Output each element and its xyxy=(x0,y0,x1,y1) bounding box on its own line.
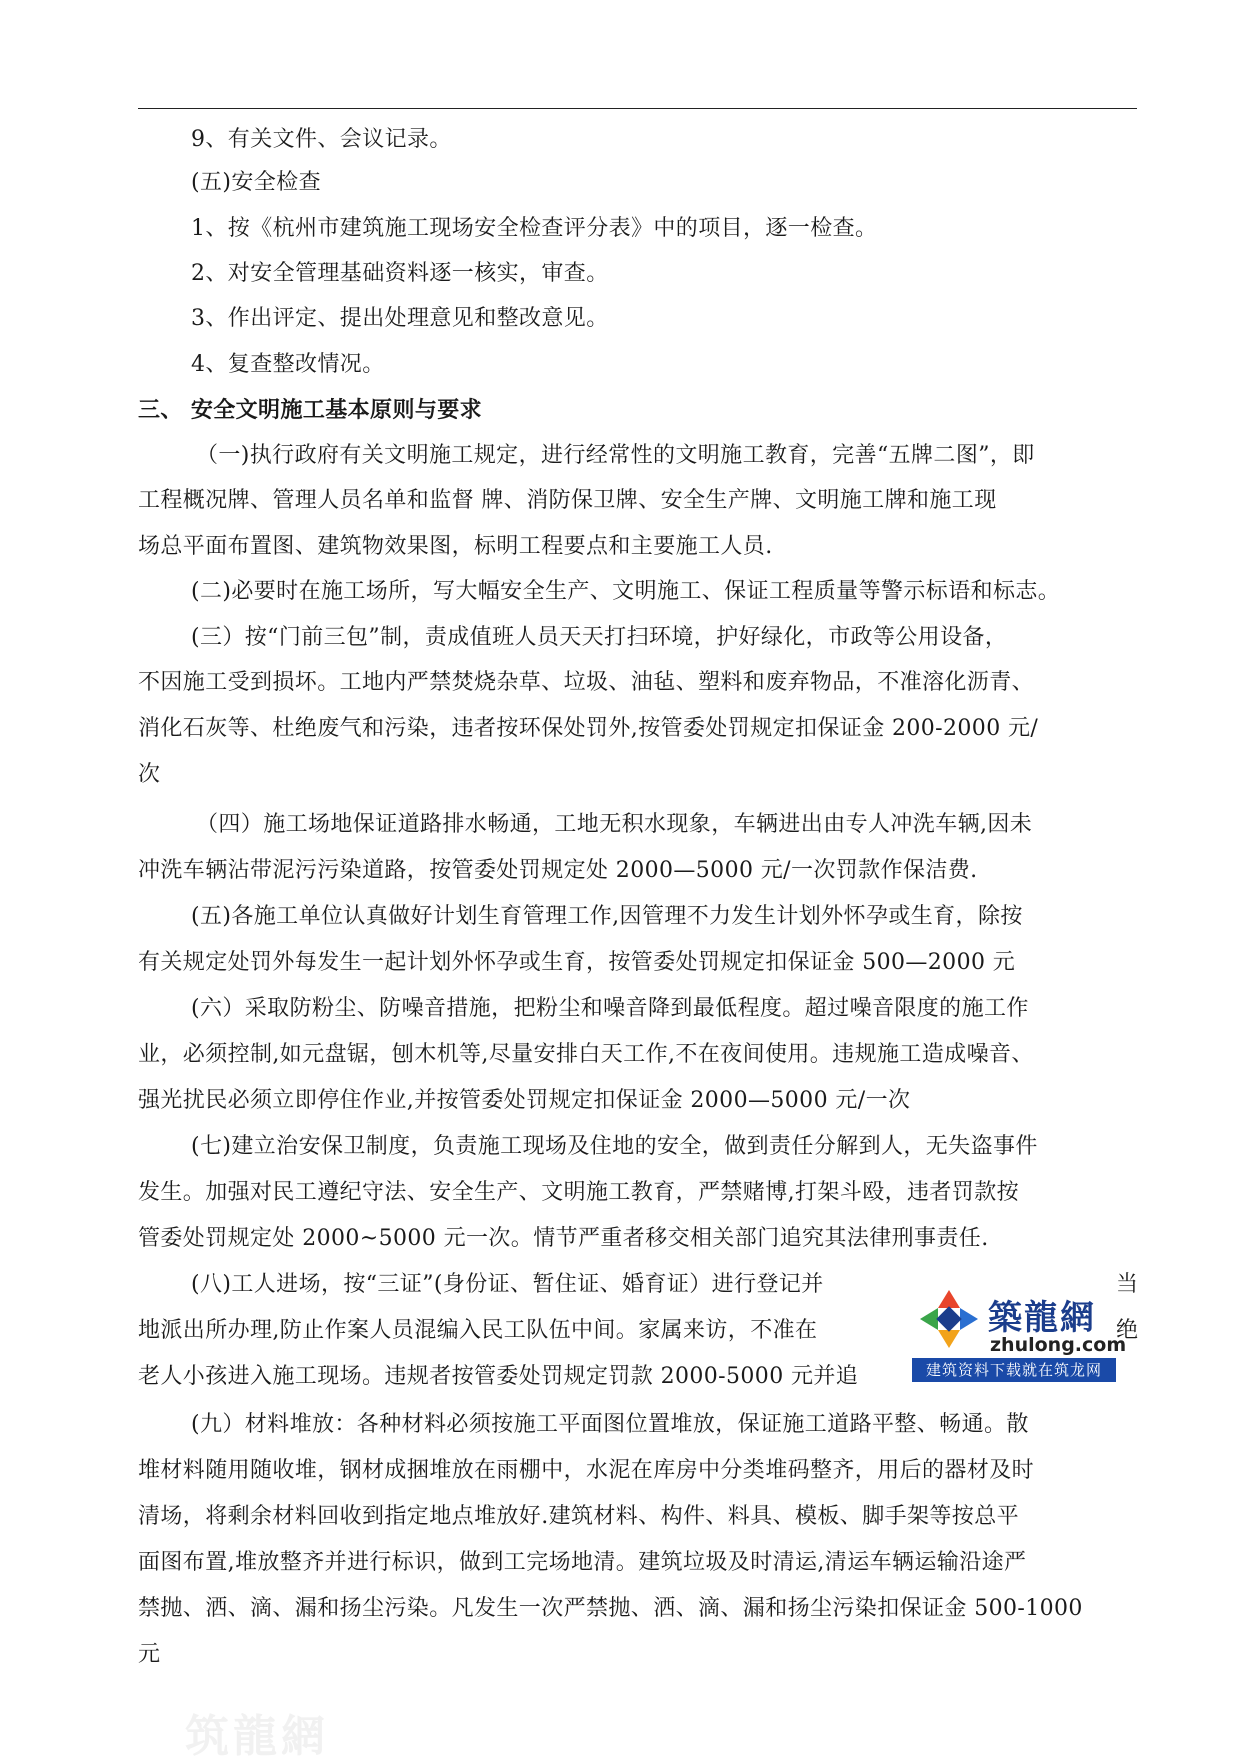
edge-fragment: 当 xyxy=(1116,1272,1139,1297)
doc-line: (七)建立治安保卫制度，负责施工现场及住地的安全，做到责任分解到人，无失盗事件 xyxy=(191,1134,1038,1159)
doc-line: 业，必须控制,如元盘锯，刨木机等,尽量安排白天工作,不在夜间使用。违规施工造成噪音、 xyxy=(138,1042,1034,1067)
doc-line: 4、复查整改情况。 xyxy=(191,352,385,377)
doc-line: 元 xyxy=(138,1642,161,1667)
doc-line: (三）按“门前三包”制，责成值班人员天天打扫环境，护好绿化，市政等公用设备， xyxy=(191,625,1008,650)
doc-line: （四）施工场地保证道路排水畅通，工地无积水现象，车辆进出由专人冲洗车辆,因未 xyxy=(196,812,1033,837)
doc-line: 消化石灰等、杜绝废气和污染，违者按环保处罚外,按管委处罚规定扣保证金 200-2000 元/ xyxy=(138,716,1039,741)
doc-line: （一)执行政府有关文明施工规定，进行经常性的文明施工教育，完善“五牌二图”，即 xyxy=(196,443,1035,468)
doc-line: 不因施工受到损坏。工地内严禁焚烧杂草、垃圾、油毡、塑料和废弃物品，不准溶化沥青、 xyxy=(138,670,1035,695)
doc-line: 强光扰民必须立即停住作业,并按管委处罚规定扣保证金 2000—5000 元/一次 xyxy=(138,1088,911,1113)
doc-line: (二)必要时在施工场所，写大幅安全生产、文明施工、保证工程质量等警示标语和标志。 xyxy=(191,579,1061,604)
watermark-brand-domain: zhulong.com xyxy=(990,1334,1127,1356)
doc-line: 3、作出评定、提出处理意见和整改意见。 xyxy=(191,306,609,331)
doc-line: (八)工人进场，按“三证”(身份证、暂住证、婚育证）进行登记并 xyxy=(191,1272,824,1297)
doc-line: 面图布置,堆放整齐并进行标识，做到工完场地清。建筑垃圾及时清运,清运车辆运输沿途严 xyxy=(138,1550,1027,1575)
doc-line: 9、有关文件、会议记录。 xyxy=(191,127,452,152)
doc-line: 老人小孩进入施工现场。违规者按管委处罚规定罚款 2000-5000 元并追 xyxy=(138,1364,859,1389)
watermark-slogan: 建筑资料下载就在筑龙网 xyxy=(912,1358,1116,1382)
doc-line: 清场，将剩余材料回收到指定地点堆放好.建筑材料、构件、料具、模板、脚手架等按总平 xyxy=(138,1504,1019,1529)
doc-line: 地派出所办理,防止作案人员混编入民工队伍中间。家属来访，不准在 xyxy=(138,1318,818,1343)
header-rule xyxy=(138,108,1137,109)
doc-line: 发生。加强对民工遵纪守法、安全生产、文明施工教育，严禁赌博,打架斗殴，违者罚款按 xyxy=(138,1180,1019,1205)
faint-watermark: 筑龍網 xyxy=(185,1711,329,1762)
chapter-heading: 三、 安全文明施工基本原则与要求 xyxy=(138,397,483,423)
doc-line: (九）材料堆放：各种材料必须按施工平面图位置堆放，保证施工道路平整、畅通。散 xyxy=(191,1412,1029,1437)
doc-line: 工程概况牌、管理人员名单和监督 牌、消防保卫牌、安全生产牌、文明施工牌和施工现 xyxy=(138,488,997,513)
doc-line: 禁抛、洒、滴、漏和扬尘污染。凡发生一次严禁抛、洒、滴、漏和扬尘污染扣保证金 500-1000 xyxy=(138,1596,1083,1621)
doc-line: (五)各施工单位认真做好计划生育管理工作,因管理不力发生计划外怀孕或生育，除按 xyxy=(191,904,1023,929)
doc-line: 堆材料随用随收堆，钢材成捆堆放在雨棚中，水泥在库房中分类堆码整齐，用后的器材及时 xyxy=(138,1458,1035,1483)
doc-line: 管委处罚规定处 2000~5000 元一次。情节严重者移交相关部门追究其法律刑事责任. xyxy=(138,1226,989,1251)
zhulong-logo-icon xyxy=(918,1288,980,1350)
doc-line: (六）采取防粉尘、防噪音措施，把粉尘和噪音降到最低程度。超过噪音限度的施工作 xyxy=(191,996,1029,1021)
doc-line: 冲洗车辆沾带泥污污染道路，按管委处罚规定处 2000—5000 元/一次罚款作保洁费. xyxy=(138,858,978,883)
watermark-brand-cn: 築龍網 xyxy=(988,1298,1096,1338)
edge-fragment: 绝 xyxy=(1116,1318,1139,1343)
doc-line: 场总平面布置图、建筑物效果图，标明工程要点和主要施工人员. xyxy=(138,534,773,559)
doc-line: 次 xyxy=(138,762,161,787)
zhulong-watermark-logo xyxy=(912,1282,1127,1384)
section-title: (五)安全检查 xyxy=(191,170,321,195)
doc-line: 2、对安全管理基础资料逐一核实，审查。 xyxy=(191,261,609,286)
doc-line: 有关规定处罚外每发生一起计划外怀孕或生育，按管委处罚规定扣保证金 500—2000 元 xyxy=(138,950,1016,975)
doc-line: 1、按《杭州市建筑施工现场安全检查评分表》中的项目，逐一检查。 xyxy=(191,216,878,241)
